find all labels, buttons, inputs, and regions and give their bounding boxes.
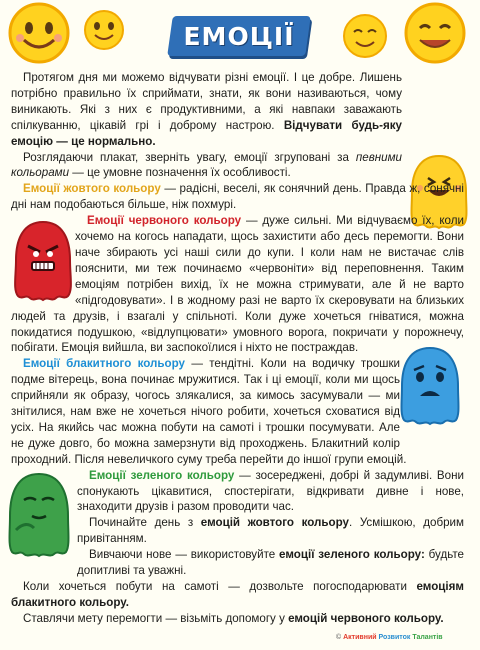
intro-paragraph: Протягом дня ми можемо відчувати різні емоції. І це добре. Лишень потрібно правильно їх сприймати, знати, як вони називаються, чому виникають. Які з них є продуктивними, а які навпаки заважають спілкуванню, цікавій грі і доброму настрою. Відчувати будь-яку емоцію — це нормально. — [11, 71, 402, 148]
page-title: ЕМОЦІЇ — [183, 22, 295, 51]
red-heading: Емоції червоного кольору — [87, 214, 242, 228]
green-paragraph: Емоції зеленого кольору — зосереджені, добрі й задумливі. Вони спонукають цікавитися, спостерігати, відкривати дивне і нове, знаходити друзів і разом проводити час. — [77, 468, 464, 514]
intro-emphasis: Відчувати будь-яку емоцію — це нормально. — [11, 118, 402, 148]
sun-face-icon — [402, 2, 468, 64]
tip-blue: Коли хочеться побути на самоті — дозвольте погосподарювати емоціям блакитного кольору. — [11, 580, 464, 609]
tip-green: Вивчаючи нове — використовуйте емоції зеленого кольору: будьте допитливі та уважні. — [77, 548, 465, 578]
publisher-footer: © Активний Розвиток Талантів — [336, 634, 443, 641]
float-spacer — [11, 472, 77, 564]
float-spacer — [402, 70, 464, 156]
sun-face-icon — [6, 2, 72, 64]
poster-paragraph: Розглядаючи плакат, зверніть увагу, емоції згруповані за певними кольорами — це умовне позначення їх особливості. — [11, 150, 402, 180]
green-heading: Емоції зеленого кольору — [89, 468, 235, 482]
float-spacer — [11, 217, 75, 305]
blue-heading: Емоції блакитного кольору — [23, 357, 186, 371]
article-body — [11, 70, 464, 627]
header — [0, 0, 480, 70]
blue-paragraph: Емоції блакитного кольору — тендітні. Коли на водичку трошки подме вітерець, вона починає мружитися. Так і ці емоції, коли ми щось сприйняли як образу, чогось злякалися, за кимось засумували — ми знітилися, нам вже не хочеться нічого робити, хочеться сховатися від усіх. На якийсь час можна побути на самоті і трошки посумувати. Але не дуже довго, бо можна замерзнути від проходжень. Блакитний колір проходний. Після невеличкого суму треба перейти до іншої групи емоцій. — [11, 357, 407, 466]
sun-face-icon — [82, 8, 126, 52]
red-paragraph: Емоції червоного кольору — дуже сильні. Ми відчуваємо їх, коли хочемо на когось нападати, щось захистити або десь перемогти. Вони наче збирають усі наші сили до купи. І коли нам не вистачає слів пояснити, ми теж починаємо «червоніти» від переповнення. Таким емоціям потрібен вихід, їх не можна стримувати, але й не варто «підгодовувати». І в жодному разі не варто їх скеровувати на близьких людей та друзів, і взагалі у спільноті. Коли дуже хочеться гніватися, можна покидатися подушкою, «відлупцювати» умовного ворога, покричати у порожнечу, побігати. Емоція вийшла, ви заспокоїлися і ніхто не постраждав. — [11, 214, 464, 355]
tip-yellow: Починайте день з емоцій жовтого кольору. Усмішкою, добрим привітанням. — [77, 516, 464, 546]
tip-red: Ставлячи мету перемогти — візьміть допомогу у емоцій червоного кольору. — [23, 611, 444, 625]
yellow-paragraph: Емоції жовтого кольору — радісні, веселі, як сонячний день. Правда ж, сонячні дні нам подобаються більше, ніж похмурі. — [11, 182, 464, 212]
float-spacer — [400, 356, 464, 444]
sun-face-icon — [340, 12, 390, 60]
yellow-heading: Емоції жовтого кольору — [23, 182, 161, 196]
